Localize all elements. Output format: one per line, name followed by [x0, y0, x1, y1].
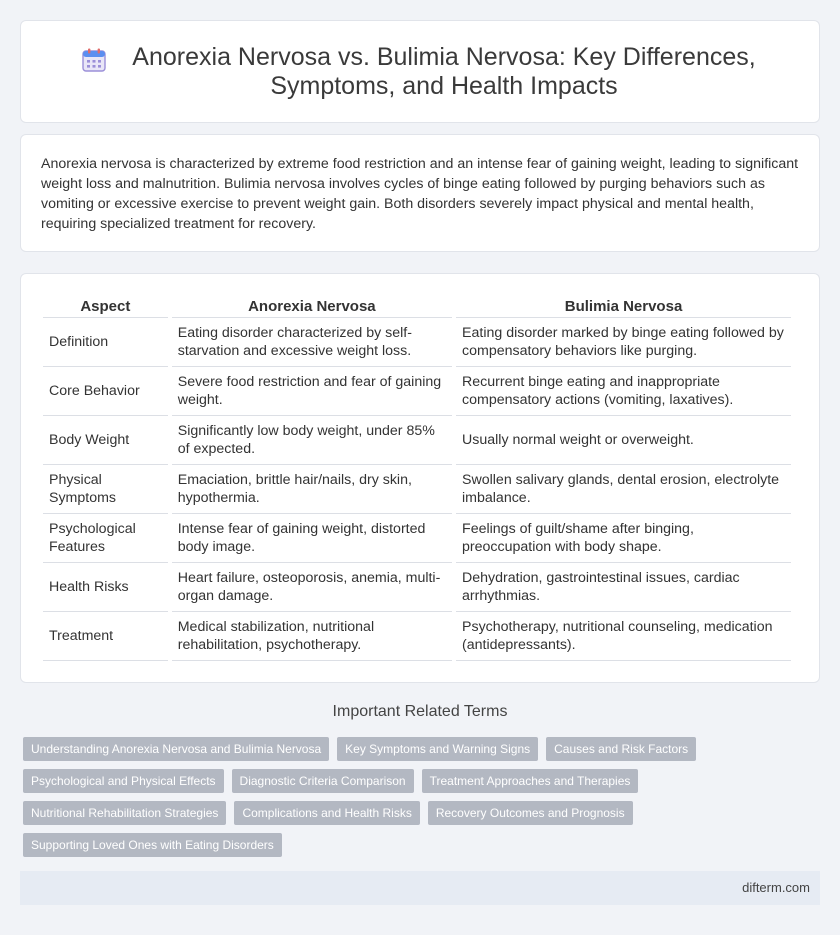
related-terms-title: Important Related Terms: [332, 703, 508, 720]
intro-paragraph: Anorexia nervosa is characterized by extreme food restriction and an intense fear of gaining weight, leading to significant weight loss and malnutrition. Bulimia nervosa involves cycles of binge eating followed by purging behaviors such as vomiting or excessive exercise to prevent weight gain. Both disorders severely impact physical and mental health, requiring specialized treatment for recovery.: [41, 156, 799, 232]
table-row: [43, 318, 791, 367]
related-term-link[interactable]: Diagnostic Criteria Comparison: [232, 769, 414, 793]
related-term-link[interactable]: Key Symptoms and Warning Signs: [337, 737, 538, 761]
anorexia-cell: Heart failure, osteoporosis, anemia, multi-organ damage.: [172, 563, 452, 612]
column-header-bulimia: Bulimia Nervosa: [456, 296, 791, 318]
table-row: [43, 514, 791, 563]
intro-card: [20, 134, 820, 252]
bulimia-cell: Dehydration, gastrointestinal issues, cardiac arrhythmias.: [456, 563, 791, 612]
bulimia-cell: Feelings of guilt/shame after binging, preoccupation with body shape.: [456, 514, 791, 563]
table-row: [43, 367, 791, 416]
column-header-aspect: Aspect: [43, 296, 168, 318]
related-terms-section: [20, 703, 820, 865]
anorexia-cell: Medical stabilization, nutritional rehabilitation, psychotherapy.: [172, 612, 452, 661]
aspect-cell: Physical Symptoms: [43, 465, 168, 514]
bulimia-cell: Swollen salivary glands, dental erosion, electrolyte imbalance.: [456, 465, 791, 514]
aspect-cell: Health Risks: [43, 563, 168, 612]
related-term-link[interactable]: Psychological and Physical Effects: [23, 769, 224, 793]
related-term-link[interactable]: Causes and Risk Factors: [546, 737, 696, 761]
related-term-link[interactable]: Recovery Outcomes and Prognosis: [428, 801, 633, 825]
comparison-card: [20, 273, 820, 683]
related-term-link[interactable]: Complications and Health Risks: [234, 801, 419, 825]
bulimia-cell: Eating disorder marked by binge eating followed by compensatory behaviors like purging.: [456, 318, 791, 367]
calendar-icon: [81, 47, 107, 73]
bulimia-cell: Psychotherapy, nutritional counseling, medication (antidepressants).: [456, 612, 791, 661]
anorexia-cell: Eating disorder characterized by self-starvation and excessive weight loss.: [172, 318, 452, 367]
anorexia-cell: Intense fear of gaining weight, distorted body image.: [172, 514, 452, 563]
footer-site-link[interactable]: difterm.com: [742, 880, 810, 895]
page-title: Anorexia Nervosa vs. Bulimia Nervosa: Key Differences, Symptoms, and Health Impacts: [132, 42, 756, 100]
table-row: [43, 465, 791, 514]
anorexia-cell: Significantly low body weight, under 85% of expected.: [172, 416, 452, 465]
column-header-anorexia: Anorexia Nervosa: [172, 296, 452, 318]
related-terms-list: [20, 737, 820, 865]
aspect-cell: Definition: [43, 318, 168, 367]
aspect-cell: Body Weight: [43, 416, 168, 465]
anorexia-cell: Severe food restriction and fear of gaining weight.: [172, 367, 452, 416]
aspect-cell: Psychological Features: [43, 514, 168, 563]
related-term-link[interactable]: Nutritional Rehabilitation Strategies: [23, 801, 226, 825]
table-row: [43, 612, 791, 661]
table-row: [43, 416, 791, 465]
footer: [20, 871, 820, 905]
bulimia-cell: Usually normal weight or overweight.: [456, 416, 791, 465]
anorexia-cell: Emaciation, brittle hair/nails, dry skin, hypothermia.: [172, 465, 452, 514]
related-term-link[interactable]: Understanding Anorexia Nervosa and Bulimia Nervosa: [23, 737, 329, 761]
table-row: [43, 563, 791, 612]
aspect-cell: Core Behavior: [43, 367, 168, 416]
related-term-link[interactable]: Treatment Approaches and Therapies: [422, 769, 639, 793]
header-card: [20, 20, 820, 123]
related-term-link[interactable]: Supporting Loved Ones with Eating Disorders: [23, 833, 282, 857]
bulimia-cell: Recurrent binge eating and inappropriate compensatory actions (vomiting, laxatives).: [456, 367, 791, 416]
aspect-cell: Treatment: [43, 612, 168, 661]
table-header-row: [43, 296, 791, 318]
comparison-table: [39, 296, 795, 661]
